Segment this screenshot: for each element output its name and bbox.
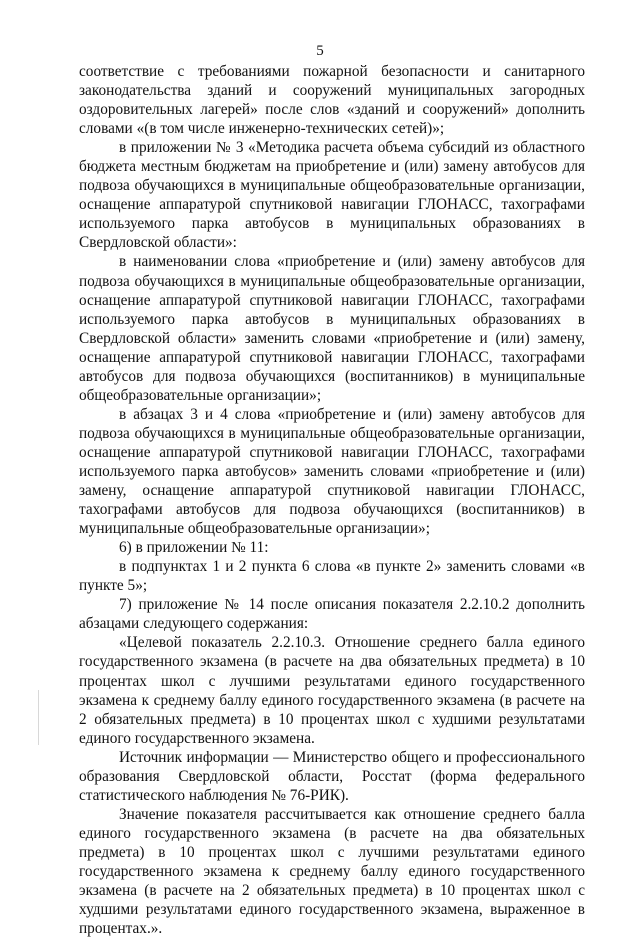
paragraph: 6) в приложении № 11: <box>119 539 269 557</box>
paragraph: в приложении № 3 «Методика расчета объема субсидий из областного бюджета местным бюджетам на приобретение и (или) замену автобусов для подвоза обучающихся в муниципальные общеобразовательные организации, оснащение аппаратурой спутниковой навигации ГЛОНАСС, тахографами используемого парка автобусов в муниципальных образованиях в Свердловской области»: <box>79 139 585 252</box>
document-body <box>79 62 585 938</box>
paragraph: 7) приложение № 14 после описания показателя 2.2.10.2 дополнить абзацами следующего содержания: <box>79 596 585 633</box>
paragraph: «Целевой показатель 2.2.10.3. Отношение среднего балла единого государственного экзамена (в расчете на два обязательных предмета) в 10 процентах школ с лучшими результатами единого государственного экзамена к среднему баллу единого государственного экзамена (в расчете на 2 обязательных предмета) в 10 процентах школ с худшими результатами единого государственного экзамена. <box>79 634 585 747</box>
paragraph: соответствие с требованиями пожарной безопасности и санитарного законодательства зданий и сооружений муниципальных загородных оздоровительных лагерей» после слов «зданий и сооружений» дополнить словами «(в том числе инженерно-технических сетей)»; <box>79 63 585 138</box>
scan-margin-mark <box>38 690 39 745</box>
page-number: 5 <box>316 43 324 59</box>
paragraph: Значение показателя рассчитывается как отношение среднего балла единого государственного экзамена (в расчете на два обязательных предмета) в 10 процентах школ с лучшими результатами единого государственного экзамена к среднему баллу единого государственного экзамена (в расчете на 2 обязательных предмета) в 10 процентах школ с худшими результатами единого государственного экзамена, выраженное в процентах.». <box>79 805 585 938</box>
paragraph: в наименовании слова «приобретение и (или) замену автобусов для подвоза обучающихся в муниципальные общеобразовательные организации, оснащение аппаратурой спутниковой навигации ГЛОНАСС, тахографами используемого парка автобусов в муниципальных образованиях в Свердловской области» заменить словами «приобретение и (или) замену, оснащение аппаратурой спутниковой навигации ГЛОНАСС, тахографами автобусов для подвоза обучающихся (воспитанников) в муниципальные общеобразовательные организации»; <box>79 253 585 404</box>
paragraph: в подпунктах 1 и 2 пункта 6 слова «в пункте 2» заменить словами «в пункте 5»; <box>79 558 585 595</box>
paragraph: Источник информации — Министерство общего и профессионального образования Свердловской области, Росстат (форма федерального статистического наблюдения № 76-РИК). <box>79 748 585 804</box>
paragraph: в абзацах 3 и 4 слова «приобретение и (или) замену автобусов для подвоза обучающихся в муниципальные общеобразовательные организации, оснащение аппаратурой спутниковой навигации ГЛОНАСС, тахографами используемого парка автобусов» заменить словами «приобретение и (или) замену, оснащение аппаратурой спутниковой навигации ГЛОНАСС, тахографами автобусов для подвоза обучающихся (воспитанников) в муниципальные общеобразовательные организации»; <box>79 405 585 538</box>
